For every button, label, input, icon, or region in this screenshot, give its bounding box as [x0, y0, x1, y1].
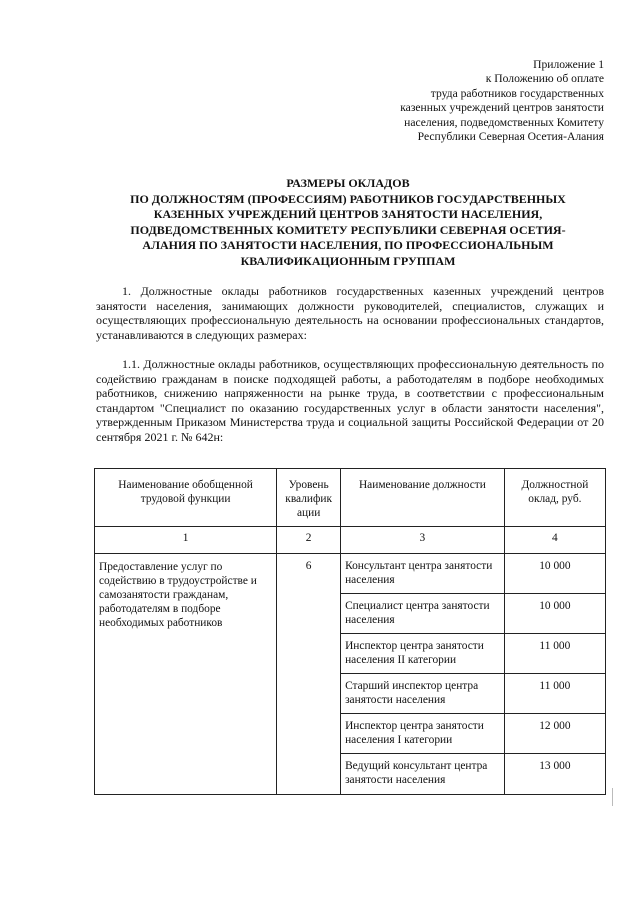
title-line: КВАЛИФИКАЦИОННЫМ ГРУППАМ	[240, 253, 456, 268]
paragraph-1-1: 1.1. Должностные оклады работников, осуществляющих профессиональную деятельность по содействию гражданам в поиске подходящей работы, а работодателям в подборе необходимых работников, снижению напряженности на рынке труда, в соответствии с профессиональным стандартом "Специалист по оказанию государственных услуг в области занятости населения", утвержденным Приказом Министерства труда и социальной защиты Российской Федерации от 20 сентября 2021 г. № 642н:	[96, 357, 604, 444]
appendix-line: казенных учреждений центров занятости	[400, 101, 604, 115]
labor-function-cell: Предоставление услуг по содействию в трудоустройстве и самозанятости гражданам, работодателям в подборе необходимых работников	[95, 554, 277, 795]
header-level: Уровень квалифик ации	[277, 469, 341, 527]
salary-value: 13 000	[539, 760, 571, 772]
column-number: 1	[95, 527, 277, 554]
header-function: Наименование обобщенной трудовой функции	[95, 469, 277, 527]
scan-edge-mark	[612, 788, 613, 806]
appendix-line: к Положению об оплате	[485, 72, 604, 86]
column-number-row	[95, 527, 606, 554]
appendix-line: труда работников государственных	[430, 86, 604, 100]
position-name: Старший инспектор центра занятости населения	[341, 674, 504, 714]
appendix-reference	[400, 58, 604, 144]
salary-value: 11 000	[505, 634, 605, 674]
title-line: РАЗМЕРЫ ОКЛАДОВ	[286, 176, 410, 190]
position-name: Ведущий консультант центра занятости населения	[345, 760, 488, 786]
header-salary: Должностной оклад, руб.	[504, 469, 605, 527]
header-position: Наименование должности	[341, 469, 505, 527]
salary-value: 11 000	[505, 674, 605, 714]
title-line: АЛАНИЯ ПО ЗАНЯТОСТИ НАСЕЛЕНИЯ, ПО ПРОФЕССИОНАЛЬНЫМ	[142, 238, 554, 253]
appendix-line: Приложение 1	[533, 58, 604, 71]
table-row	[95, 554, 606, 795]
position-name: Специалист центра занятости населения	[341, 594, 504, 634]
position-name: Инспектор центра занятости населения II категории	[341, 634, 504, 674]
title-line: КАЗЕННЫХ УЧРЕЖДЕНИЙ ЦЕНТРОВ ЗАНЯТОСТИ НАСЕЛЕНИЯ,	[153, 207, 543, 222]
salary-value: 10 000	[505, 594, 605, 634]
paragraph-1: 1. Должностные оклады работников государственных казенных учреждений центров занятости населения, занимающих должности руководителей, специалистов, служащих и осуществляющих профессиональную деятельность на основании профессиональных стандартов, устанавливаются в следующих размерах:	[96, 284, 604, 342]
column-number: 4	[504, 527, 605, 554]
table-header-row	[95, 469, 606, 527]
salary-value: 12 000	[505, 714, 605, 754]
salary-value: 10 000	[505, 554, 605, 594]
document-title	[92, 176, 604, 270]
appendix-line: Республики Северная Осетия-Алания	[417, 130, 604, 144]
qualification-level-cell: 6	[277, 554, 341, 795]
salary-table	[94, 468, 606, 795]
title-line: ПОДВЕДОМСТВЕННЫХ КОМИТЕТУ РЕСПУБЛИКИ СЕВЕРНАЯ ОСЕТИЯ-	[130, 222, 566, 237]
title-line: ПО ДОЛЖНОСТЯМ (ПРОФЕССИЯМ) РАБОТНИКОВ ГОСУДАРСТВЕННЫХ	[130, 191, 566, 206]
column-number: 2	[277, 527, 341, 554]
position-name: Консультант центра занятости населения	[341, 554, 504, 594]
salaries-cell	[504, 554, 605, 795]
column-number: 3	[341, 527, 505, 554]
positions-cell	[341, 554, 505, 795]
position-name: Инспектор центра занятости населения I категории	[341, 714, 504, 754]
appendix-line: населения, подведомственных Комитету	[404, 115, 604, 129]
